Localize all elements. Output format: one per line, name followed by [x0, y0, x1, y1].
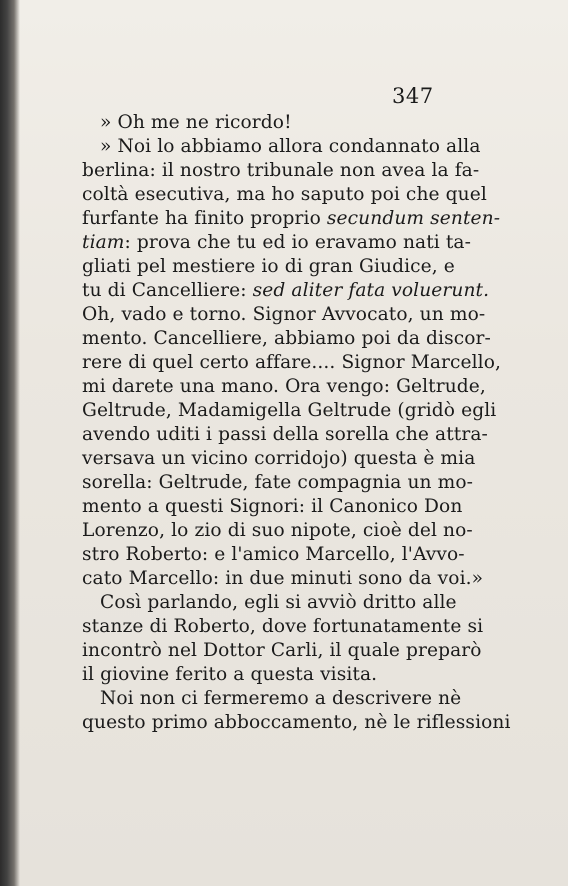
text-line	[82, 447, 476, 471]
text-segment: avendo uditi i passi della sorella che attra-	[82, 424, 488, 445]
text-segment: mi darete una mano. Ora vengo: Geltrude,	[82, 376, 486, 397]
text-line	[82, 615, 484, 639]
text-line	[82, 279, 490, 303]
text-line	[82, 375, 486, 399]
text-line	[82, 135, 481, 159]
text-line	[82, 639, 482, 663]
text-line	[82, 207, 501, 231]
text-line	[82, 471, 474, 495]
text-segment: stro Roberto: e l'amico Marcello, l'Avvo-	[82, 544, 465, 565]
text-segment: cato Marcello: in due minuti sono da voi.»	[82, 568, 484, 589]
text-segment: gliati pel mestiere io di gran Giudice, e	[82, 256, 455, 277]
text-segment: : prova che tu ed io eravamo nati ta-	[124, 232, 471, 253]
text-line	[82, 327, 491, 351]
text-segment: Oh, vado e torno. Signor Avvocato, un mo-	[82, 304, 486, 325]
text-segment: rere di quel certo affare.... Signor Marcello,	[82, 352, 502, 373]
text-line	[82, 687, 462, 711]
text-segment: coltà esecutiva, ma ho saputo poi che quel	[82, 184, 487, 205]
text-line	[82, 495, 463, 519]
text-line	[82, 231, 471, 255]
text-line	[82, 351, 502, 375]
text-segment: furfante ha finito proprio	[82, 208, 327, 229]
book-spine-shadow	[0, 0, 20, 886]
text-segment: Noi non ci fermeremo a descrivere nè	[100, 688, 462, 709]
text-segment: mento. Cancelliere, abbiamo poi da discor-	[82, 328, 491, 349]
text-line	[82, 159, 480, 183]
text-line	[82, 711, 511, 735]
text-line	[82, 183, 487, 207]
body-text	[82, 111, 511, 735]
text-segment: stanze di Roberto, dove fortunatamente si	[82, 616, 484, 637]
text-segment: tu di Cancelliere:	[82, 280, 253, 301]
text-line	[82, 399, 497, 423]
text-line	[82, 567, 484, 591]
text-line	[82, 255, 455, 279]
text-line	[82, 543, 465, 567]
text-segment: Lorenzo, lo zio di suo nipote, cioè del no-	[82, 520, 473, 541]
text-line	[82, 591, 457, 615]
italic-text-segment: secundum senten-	[326, 208, 501, 229]
text-segment: incontrò nel Dottor Carli, il quale preparò	[82, 640, 482, 661]
text-segment: il giovine ferito a questa visita.	[82, 664, 378, 685]
text-segment: sorella: Geltrude, fate compagnia un mo-	[82, 472, 474, 493]
text-line	[82, 519, 473, 543]
text-segment: questo primo abboccamento, nè le riflessioni	[82, 712, 511, 733]
text-line	[82, 111, 444, 135]
text-segment: » Oh me ne ricordo!	[100, 112, 292, 133]
text-segment: mento a questi Signori: il Canonico Don	[82, 496, 463, 517]
text-segment: » Noi lo abbiamo allora condannato alla	[100, 136, 481, 157]
text-line	[82, 423, 488, 447]
italic-text-segment: tiam	[82, 232, 125, 253]
text-segment: Così parlando, egli si avviò dritto alle	[100, 592, 457, 613]
text-segment: versava un vicino corridojo) questa è mia	[82, 448, 476, 469]
italic-text-segment: sed aliter fata voluerunt.	[252, 280, 490, 301]
page-number: 347	[392, 84, 434, 108]
text-segment: Geltrude, Madamigella Geltrude (gridò egli	[82, 400, 497, 421]
text-segment: berlina: il nostro tribunale non avea la fa-	[82, 160, 480, 181]
text-line	[82, 303, 486, 327]
text-line	[82, 663, 444, 687]
